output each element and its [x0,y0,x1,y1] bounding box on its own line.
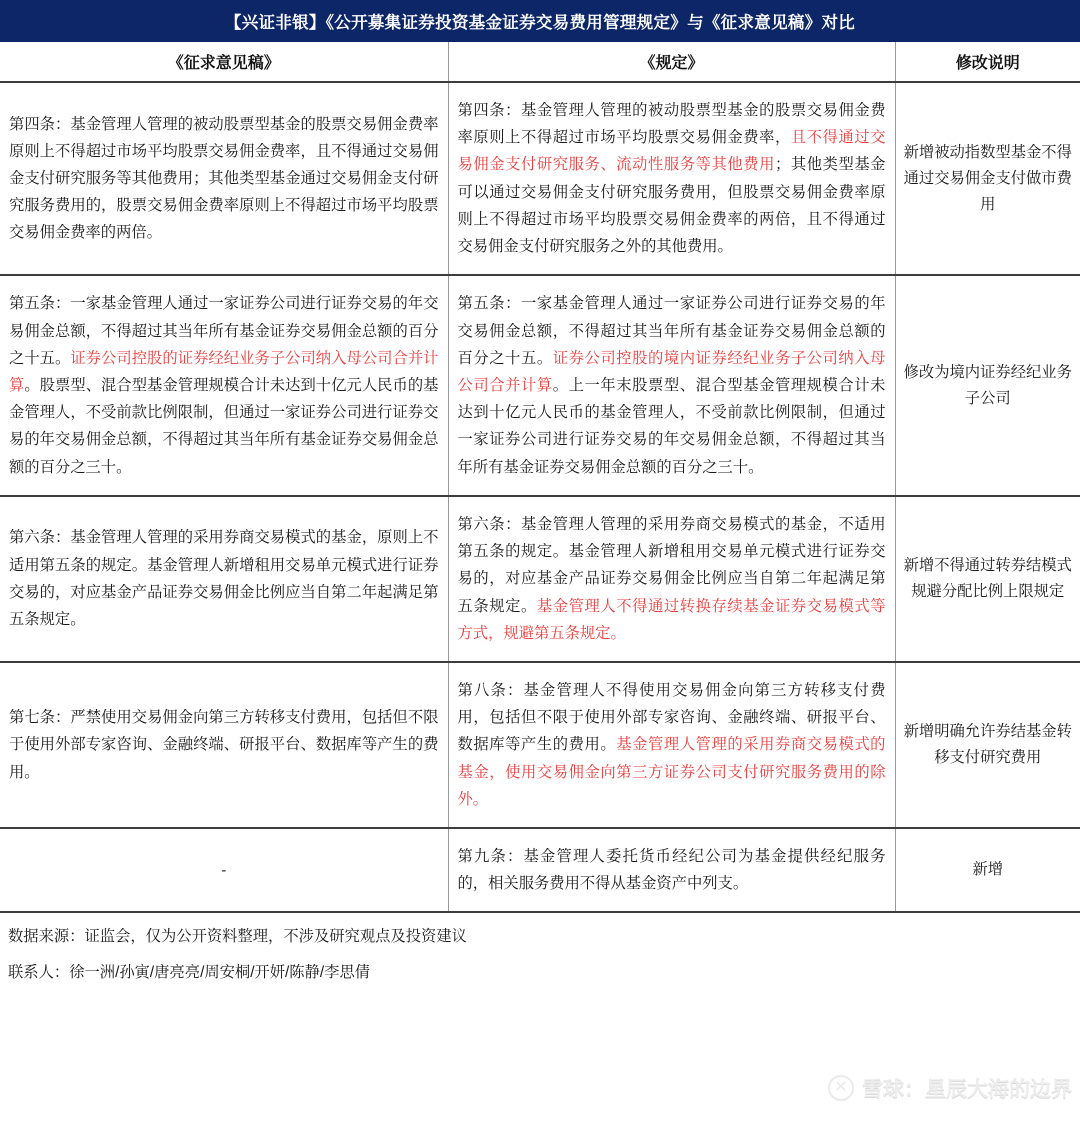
draft-text-post: 。股票型、混合型基金管理规模合计未达到十亿元人民币的基金管理人，不受前款比例限制，但通过一家证券公司进行证券交易的年交易佣金总额，不得超过其当年所有基金证券交易佣金总额的百分之三十。 [9,376,439,476]
regulation-text-highlight: 证券公司控股的境内证券经纪业务子公司纳入母公司合并计算 [457,349,886,394]
regulation-text-pre: 第四条：基金管理人管理的被动股票型基金的股票交易佣金费率原则上不得超过市场平均股票交易佣金费率， [457,102,886,147]
regulation-cell [448,496,895,662]
regulation-cell [448,275,895,496]
draft-cell [0,662,448,828]
table-header-row [0,42,1080,82]
regulation-text-highlight: 基金管理人不得通过转换存续基金证券交易模式等方式，规避第五条规定。 [457,597,886,642]
footer-source: 数据来源：证监会，仅为公开资料整理，不涉及研究观点及投资建议 [8,928,467,946]
regulation-text-highlight: 基金管理人管理的采用券商交易模式的基金，使用交易佣金向第三方证券公司支付研究服务费用的除外。 [457,736,886,808]
column-header-regulation: 《规定》 [448,42,895,82]
regulation-text-pre: 第九条：基金管理人委托货币经纪公司为基金提供经纪服务的，相关服务费用不得从基金资产中列支。 [457,848,886,893]
watermark-text: 雪球：星辰大海的边界 [862,1078,1072,1101]
table-row [0,496,1080,662]
draft-cell [0,82,448,275]
regulation-cell [448,82,895,275]
draft-text-highlight: 证券公司控股的证券经纪业务子公司纳入母公司合并计算 [9,349,439,394]
regulation-text-pre: 第六条：基金管理人管理的采用券商交易模式的基金，不适用第五条的规定。基金管理人新增租用交易单元模式进行证券交易的，对应基金产品证券交易佣金比例应当自第二年起满足第五条规定。 [457,515,886,615]
note-cell: 新增不得通过转券结模式规避分配比例上限规定 [895,496,1080,662]
table-row [0,275,1080,496]
comparison-table [0,42,1080,913]
note-cell: 新增被动指数型基金不得通过交易佣金支付做市费用 [895,82,1080,275]
table-row [0,828,1080,912]
column-header-draft: 《征求意见稿》 [0,42,448,82]
draft-cell-empty: - [0,828,448,912]
draft-text-pre: 第五条：一家基金管理人通过一家证券公司进行证券交易的年交易佣金总额，不得超过其当年所有基金证券交易佣金总额的百分之十五。 [9,295,439,367]
table-row [0,662,1080,828]
footer-contacts: 联系人：徐一洲/孙寅/唐亮亮/周安桐/开妍/陈静/李思倩 [8,964,371,982]
note-cell: 新增 [895,828,1080,912]
draft-text: 第七条：严禁使用交易佣金向第三方转移支付费用，包括但不限于使用外部专家咨询、金融终端、研报平台、数据库等产生的费用。 [9,709,439,781]
regulation-cell [448,662,895,828]
column-header-notes: 修改说明 [895,42,1080,82]
regulation-text-post: 。上一年末股票型、混合型基金管理规模合计未达到十亿元人民币的基金管理人，不受前款比例限制，但通过一家证券公司进行证券交易的年交易佣金总额，不得超过其当年所有基金证券交易佣金总额的百分之三十。 [457,376,886,476]
regulation-text-pre: 第八条：基金管理人不得使用交易佣金向第三方转移支付费用，包括但不限于使用外部专家咨询、金融终端、研报平台、数据库等产生的费用。 [457,681,886,754]
banner-title: 【兴证非银】《公开募集证券投资基金证券交易费用管理规定》与《征求意见稿》对比 [0,0,1080,42]
footer [0,913,1080,1129]
regulation-text-pre: 第五条：一家基金管理人通过一家证券公司进行证券交易的年交易佣金总额，不得超过其当年所有基金证券交易佣金总额的百分之十五。 [457,295,886,367]
note-cell: 修改为境内证券经纪业务子公司 [895,275,1080,496]
draft-text: 第六条：基金管理人管理的采用券商交易模式的基金，原则上不适用第五条的规定。基金管理人新增租用交易单元模式进行证券交易的，对应基金产品证券交易佣金比例应当自第二年起满足第五条规定。 [9,529,439,629]
xueqiu-logo-icon: ✕ [828,1075,854,1101]
table-row [0,82,1080,275]
draft-cell [0,496,448,662]
watermark [828,1073,1072,1103]
draft-text: 第四条：基金管理人管理的被动股票型基金的股票交易佣金费率原则上不得超过市场平均股票交易佣金费率，且不得通过交易佣金支付研究服务等其他费用；其他类型基金通过交易佣金支付研究服务费用的，股票交易佣金费率原则上不得超过市场平均股票交易佣金费率的两倍。 [9,115,439,242]
regulation-text-highlight: 且不得通过交易佣金支付研究服务、流动性服务等其他费用 [457,129,886,174]
draft-cell [0,275,448,496]
regulation-text-post: ；其他类型基金可以通过交易佣金支付研究服务费用，但股票交易佣金费率原则上不得超过市场平均股票交易佣金费率的两倍，且不得通过交易佣金支付研究服务之外的其他费用。 [457,156,886,256]
regulation-cell [448,828,895,912]
note-cell: 新增明确允许券结基金转移支付研究费用 [895,662,1080,828]
